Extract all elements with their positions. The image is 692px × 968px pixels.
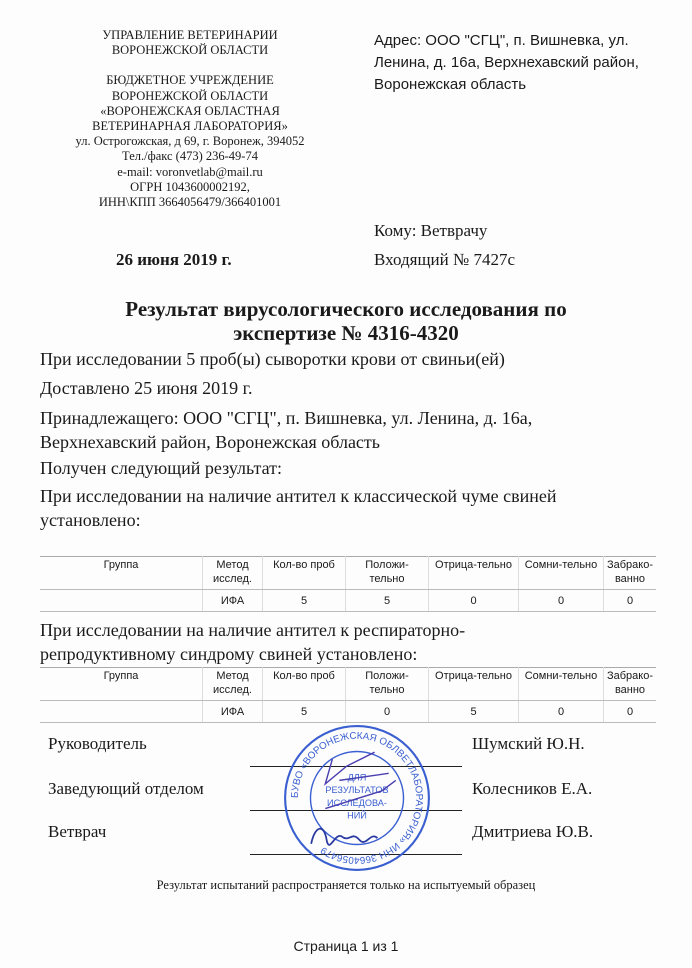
cell-negative: 5	[429, 701, 519, 723]
cell-doubtful: 0	[519, 590, 604, 612]
header-cell: Забрако-ванно	[604, 668, 657, 701]
org-line: ул. Острогожская, д 69, г. Воронеж, 394052	[75, 134, 305, 149]
header-cell: Кол-во проб	[263, 668, 346, 701]
cell-positive: 0	[346, 701, 429, 723]
org-line: «ВОРОНЕЖСКАЯ ОБЛАСТНАЯ	[100, 103, 280, 118]
recipient-address: Адрес: ООО "СГЦ", п. Вишневка, ул. Ленина, д. 16а, Верхнехавский район, Воронежская область	[374, 32, 639, 93]
header-cell: Метод исслед.	[203, 557, 263, 590]
body-line: Принадлежащего: ООО "СГЦ", п. Вишневка, ул. Ленина, д. 16а,	[40, 408, 533, 428]
signature-name: Колесников Е.А.	[472, 779, 593, 798]
table-row	[40, 701, 656, 723]
table-row	[40, 590, 656, 612]
body-line: репродуктивному синдрому свиней установлено:	[40, 644, 418, 664]
organization-header	[50, 28, 330, 210]
table-header-row	[40, 557, 656, 590]
body-line: При исследовании 5 проб(ы) сыворотки крови от свиньи(ей)	[40, 349, 505, 369]
signature-role: Ветврач	[48, 822, 107, 841]
body-line: установлено:	[40, 510, 141, 530]
title-line: экспертизе № 4316-4320	[233, 321, 459, 345]
org-line: ИНН\КПП 3664056479/366401001	[98, 195, 282, 210]
cell-count: 5	[263, 701, 346, 723]
results-table-prrs	[40, 667, 656, 723]
header-cell: Отрица-тельно	[429, 557, 519, 590]
signature-name: Шумский Ю.Н.	[472, 734, 585, 753]
body-line: Доставлено 25 июня 2019 г.	[40, 378, 253, 398]
org-line: УПРАВЛЕНИЕ ВЕТЕРИНАРИИ	[102, 28, 278, 42]
results-table-csf	[40, 556, 656, 612]
recipient: Кому: Ветврачу	[374, 221, 488, 240]
body-line: Верхнехавский район, Воронежская область	[40, 432, 380, 452]
disclaimer: Результат испытаний распространяется только на испытуемый образец	[156, 878, 536, 892]
spacer	[50, 58, 330, 73]
signature-role: Заведующий отделом	[48, 779, 204, 798]
svg-text:ДЛЯ: ДЛЯ	[347, 772, 367, 783]
header-cell: Группа	[40, 668, 203, 701]
cell-rejected: 0	[604, 590, 657, 612]
cell-rejected: 0	[604, 701, 657, 723]
cell-method: ИФА	[203, 701, 263, 723]
org-line: ВЕТЕРИНАРНАЯ ЛАБОРАТОРИЯ»	[92, 119, 288, 134]
header-cell: Забрако-ванно	[604, 557, 657, 590]
org-line: БЮДЖЕТНОЕ УЧРЕЖДЕНИЕ	[106, 73, 274, 88]
official-stamp	[283, 724, 431, 872]
body-line: При исследовании на наличие антител к респираторно-	[40, 620, 466, 640]
cell-method: ИФА	[203, 590, 263, 612]
svg-text:НИЙ: НИЙ	[347, 810, 367, 821]
body-line: При исследовании на наличие антител к классической чуме свиней	[40, 486, 557, 506]
svg-text:ИССЛЕДОВА-: ИССЛЕДОВА-	[327, 797, 387, 808]
page-number: Страница 1 из 1	[293, 938, 399, 954]
svg-text:БУВО «ВОРОНЕЖСКАЯ ОБЛВЕТЛАБОРА: БУВО «ВОРОНЕЖСКАЯ ОБЛВЕТЛАБОРАТОРИЯ» ИНН 3664056479	[289, 730, 425, 866]
header-cell: Положи-тельно	[346, 668, 429, 701]
header-cell: Сомни-тельно	[519, 668, 604, 701]
cell-negative: 0	[429, 590, 519, 612]
cell-doubtful: 0	[519, 701, 604, 723]
header-cell: Положи-тельно	[346, 557, 429, 590]
incoming-number: Входящий № 7427с	[374, 250, 515, 269]
header-cell: Сомни-тельно	[519, 557, 604, 590]
signature-role: Руководитель	[48, 734, 147, 753]
header-cell: Кол-во проб	[263, 557, 346, 590]
svg-text:РЕЗУЛЬТАТОВ: РЕЗУЛЬТАТОВ	[325, 785, 389, 796]
body-line: Получен следующий результат:	[40, 458, 283, 478]
title-line: Результат вирусологического исследования по	[125, 297, 567, 321]
document-date: 26 июня 2019 г.	[116, 250, 232, 269]
cell-group	[40, 590, 203, 612]
cell-group	[40, 701, 203, 723]
table-header-row	[40, 668, 656, 701]
header-cell: Отрица-тельно	[429, 668, 519, 701]
org-line: ВОРОНЕЖСКОЙ ОБЛАСТИ	[111, 43, 269, 58]
header-cell: Метод исслед.	[203, 668, 263, 701]
cell-positive: 5	[346, 590, 429, 612]
org-line: Тел./факс (473) 236-49-74	[122, 149, 258, 164]
signature-name: Дмитриева Ю.В.	[472, 822, 594, 841]
cell-count: 5	[263, 590, 346, 612]
header-cell: Группа	[40, 557, 203, 590]
document-title	[0, 297, 692, 345]
org-line: e-mail: voronvetlab@mail.ru	[117, 164, 263, 179]
org-line: ВОРОНЕЖСКОЙ ОБЛАСТИ	[111, 88, 269, 103]
org-line: ОГРН 1043600002192,	[130, 179, 250, 194]
